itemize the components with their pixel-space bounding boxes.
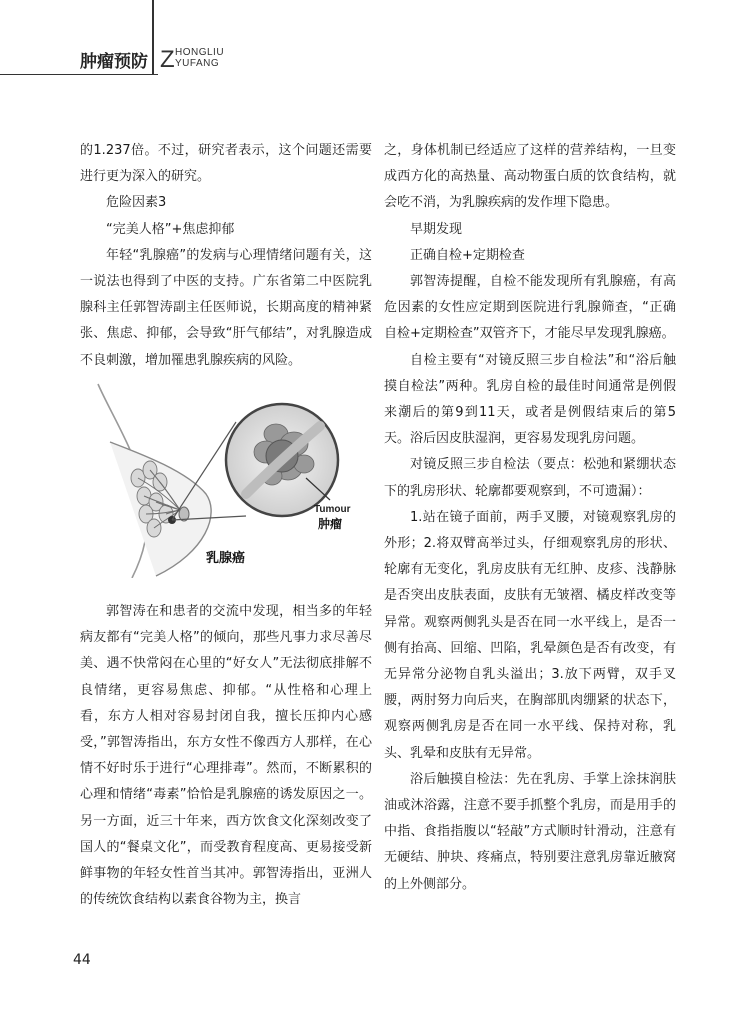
risk-factor-subheading: “完美人格”+焦虑抑郁 bbox=[106, 221, 235, 237]
left-column-lower bbox=[80, 599, 372, 913]
early-detection-subheading: 正确自检+定期检查 bbox=[410, 247, 525, 263]
tumour-label-en: Tumour bbox=[314, 504, 351, 515]
header-vertical-rule bbox=[152, 0, 154, 74]
breast-cancer-label: 乳腺癌 bbox=[206, 551, 246, 566]
logo-line-2: YUFANG bbox=[175, 58, 220, 69]
right-paragraph-3: 自检主要有“对镜反照三步自检法”和“浴后触摸自检法”两种。乳房自检的最佳时间通常是例假来潮后的第9到11天，或者是例假结束后的第5天。浴后因皮肤湿润，更容易发现乳房问题。 bbox=[384, 352, 676, 447]
right-paragraph-1: 之，身体机制已经适应了这样的营养结构，一旦变成西方化的高热量、高动物蛋白质的饮食结构，就会吃不消，为乳腺疾病的发作埋下隐患。 bbox=[384, 143, 676, 211]
right-paragraph-2: 郭智涛提醒，自检不能发现所有乳腺癌，有高危因素的女性应定期到医院进行乳腺筛查，“正确自检+定期检查”双管齐下，才能尽早发现乳腺癌。 bbox=[384, 274, 676, 342]
left-paragraph-3: 郭智涛在和患者的交流中发现，相当多的年轻病友都有“完美人格”的倾向，那些凡事力求尽善尽美、遇不快常闷在心里的“好女人”无法彻底排解不良情绪，更容易焦虑、抑郁。“从性格和心理上看，东方人相对容易封闭自我，擅长压抑内心感受，”郭智涛指出，东方女性不像西方人那样，在心情不好时乐于进行“心理排毒”。然而，不断累积的心理和情绪“毒素”恰恰是乳腺癌的诱发原因之一。另一方面，近三十年来，西方饮食文化深刻改变了国人的“餐桌文化”，而受教育程度高、更易接受新鲜事物的年轻女性首当其冲。郭智涛指出，亚洲人的传统饮食结构以素食谷物为主，换言 bbox=[80, 604, 372, 908]
right-paragraph-4: 对镜反照三步自检法（要点：松弛和紧绷状态下的乳房形状、轮廓都要观察到，不可遗漏）： bbox=[384, 457, 676, 499]
right-paragraph-5: 1.站在镜子面前，两手叉腰，对镜观察乳房的外形；2.将双臂高举过头，仔细观察乳房的形状、轮廓有无变化，乳房皮肤有无红肿、皮疹、浅静脉是否突出皮肤表面，皮肤有无皱褶、橘皮样改变等异常。观察两侧乳头是否在同一水平线上，是否一侧有抬高、回缩、凹陷，乳晕颜色是否有改变，有无异常分泌物自乳头溢出；3.放下两臂，双手叉腰，两肘努力向后夹，在胸部肌肉绷紧的状态下，观察两侧乳房是否在同一水平线、保持对称，乳头、乳晕和皮肤有无异常。 bbox=[384, 509, 676, 761]
header-rule bbox=[0, 74, 158, 75]
tumour-label-cn: 肿瘤 bbox=[318, 517, 343, 531]
section-logo bbox=[160, 44, 240, 74]
logo-letter: Z bbox=[160, 46, 175, 73]
left-paragraph-1: 的1.237倍。不过，研究者表示，这个问题还需要进行更为深入的研究。 bbox=[80, 143, 372, 185]
risk-factor-heading: 危险因素3 bbox=[106, 195, 167, 211]
early-detection-heading: 早期发现 bbox=[410, 221, 463, 237]
logo-line-1: HONGLIU bbox=[175, 47, 225, 58]
right-paragraph-6: 浴后触摸自检法：先在乳房、手掌上涂抹润肤油或沐浴露，注意不要手抓整个乳房，而是用手的中指、食指指腹以“轻敲”方式顺时针滑动，注意有无硬结、肿块、疼痛点，特别要注意乳房靠近腋窝的上外侧部分。 bbox=[384, 771, 676, 892]
breast-anatomy-illustration bbox=[96, 382, 364, 578]
page-number: 44 bbox=[73, 952, 91, 968]
right-column bbox=[384, 138, 676, 898]
left-paragraph-2: 年轻“乳腺癌”的发病与心理情绪问题有关，这一说法也得到了中医的支持。广东省第二中医院乳腺科主任郭智涛副主任医师说，长期高度的精神紧张、焦虑、抑郁，会导致“肝气郁结”，对乳腺造成不良刺激，增加罹患乳腺疾病的风险。 bbox=[80, 247, 372, 368]
section-title: 肿瘤预防 bbox=[80, 52, 148, 72]
left-column bbox=[80, 138, 372, 374]
